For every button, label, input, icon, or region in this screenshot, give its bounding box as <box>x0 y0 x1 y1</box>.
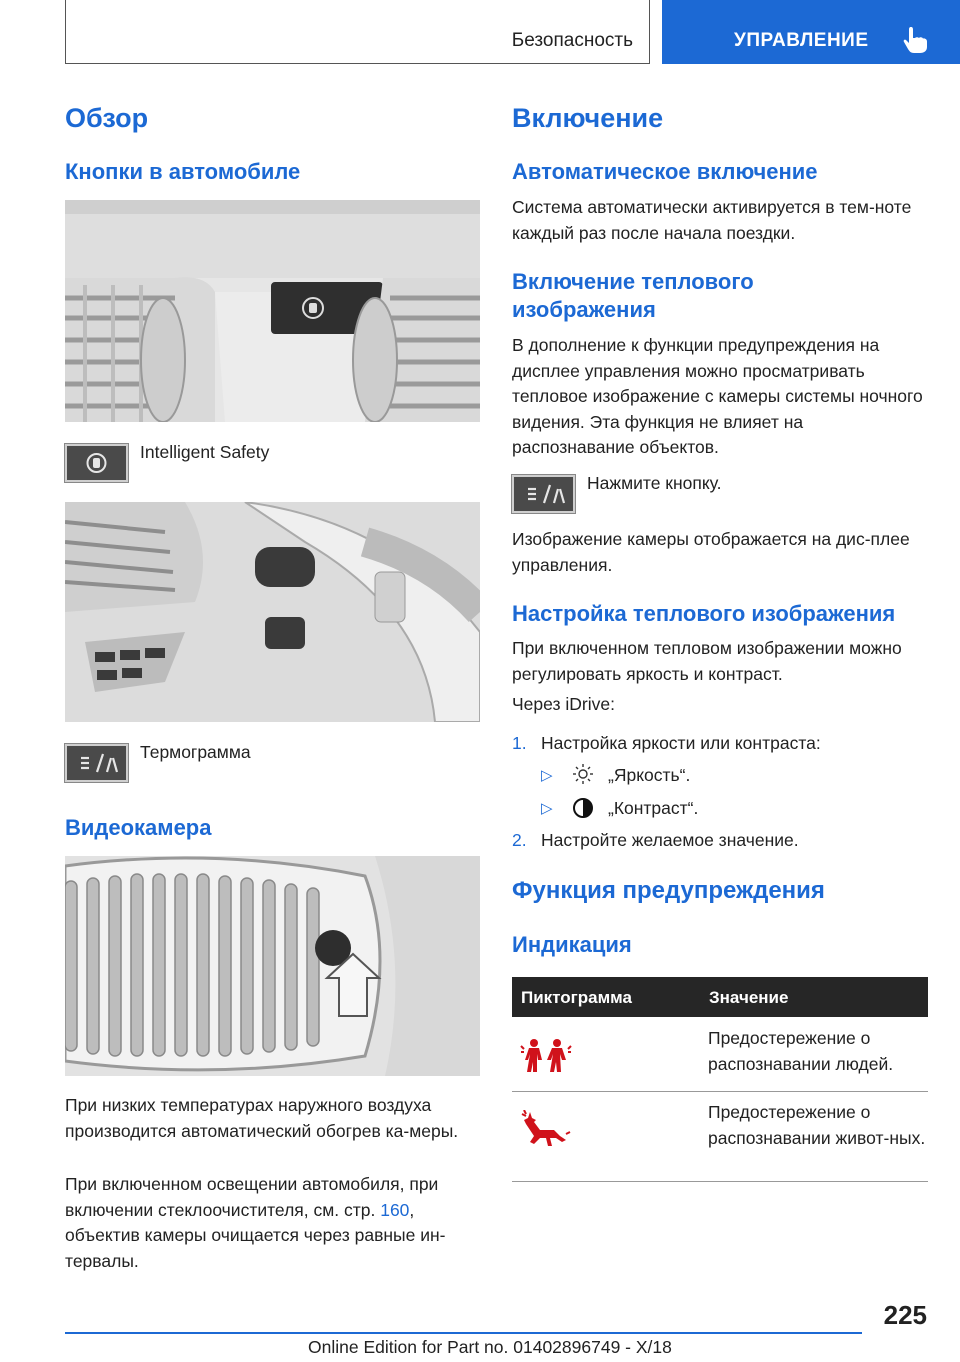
header-section-box <box>65 0 650 64</box>
camera-subtitle: Видеокамера <box>65 815 212 840</box>
header-chapter-tab[interactable] <box>662 0 960 64</box>
footer-divider <box>65 1332 862 1334</box>
thermogram-button-icon-2 <box>512 475 575 513</box>
cleaning-paragraph <box>65 1172 480 1274</box>
header-chapter-title: УПРАВЛЕНИЕ <box>734 30 869 51</box>
thermogram-button-icon <box>65 744 128 782</box>
switch-on-title: Включение <box>512 103 664 133</box>
camera-shown-paragraph: Изображение камеры отображается на дис-плее управления. <box>512 529 910 575</box>
dashboard-button-photo <box>65 200 480 422</box>
buttons-subtitle: Кнопки в автомобиле <box>65 159 301 184</box>
cleaning-text-b: , объектив камеры очищается через равные ин-тервалы. <box>65 1199 446 1271</box>
intelligent-safety-button-icon <box>65 444 128 482</box>
table-col-meaning: Значение <box>709 988 789 1007</box>
animal-warning-icon <box>520 1110 572 1148</box>
heating-paragraph: При низких температурах наружного воздуха производится автоматический обогрев ка-меры. <box>65 1095 459 1141</box>
step-1-number: 1. <box>512 733 527 753</box>
step-2-number: 2. <box>512 830 527 850</box>
pointing-hand-icon <box>902 26 928 54</box>
indication-table-header <box>512 977 928 1017</box>
bullet-brightness: ▷ <box>541 767 553 784</box>
option-brightness[interactable]: „Яркость“. <box>608 765 691 785</box>
intelligent-safety-label: Intelligent Safety <box>140 442 270 462</box>
pedestrians-warning-icon <box>520 1038 572 1074</box>
contrast-icon <box>572 797 594 819</box>
steering-column-photo <box>65 502 480 722</box>
table-row-divider-1 <box>512 1091 928 1092</box>
cleaning-text-a: При включенном освещении автомобиля, при включении стеклоочистителя, см. стр. <box>65 1174 439 1220</box>
thermal-on-paragraph: В дополнение к функции предупреждения на дисплее управления можно просматривать тепловое изображение с камеры системы ночного видения. Эта функция не влияет на распознавание объектов. <box>512 335 923 457</box>
brightness-icon <box>572 763 594 785</box>
page-number: 225 <box>883 1300 927 1330</box>
option-contrast[interactable]: „Контраст“. <box>608 798 699 818</box>
thermal-on-subtitle: Включение теплового изображения <box>512 269 754 322</box>
overview-title: Обзор <box>65 103 149 133</box>
press-button-text: Нажмите кнопку. <box>587 473 722 493</box>
page-160-link[interactable]: 160 <box>380 1199 410 1220</box>
animal-warning-text: Предостережение о распознавании живот-ных. <box>708 1102 926 1148</box>
bullet-contrast: ▷ <box>541 800 553 817</box>
step-1-text: Настройка яркости или контраста: <box>541 733 821 753</box>
thermogram-label: Термограмма <box>140 742 251 762</box>
thermal-cfg-subtitle: Настройка теплового изображения <box>512 601 896 626</box>
table-col-pictogram: Пиктограмма <box>521 988 632 1007</box>
auto-switch-subtitle: Автоматическое включение <box>512 159 818 184</box>
step-2-text: Настройте желаемое значение. <box>541 830 799 850</box>
table-row-divider-2 <box>512 1181 928 1182</box>
people-warning-text: Предостережение о распознавании людей. <box>708 1028 894 1074</box>
auto-switch-paragraph: Система автоматически активируется в тем-ноте каждый раз после начала поездки. <box>512 197 912 243</box>
header-section-title: Безопасность <box>511 30 633 51</box>
via-idrive-text: Через iDrive: <box>512 694 615 714</box>
thermal-cfg-paragraph: При включенном тепловом изображении можно регулировать яркость и контраст. <box>512 638 902 684</box>
indication-subtitle: Индикация <box>512 932 632 957</box>
grille-camera-photo <box>65 856 480 1076</box>
warning-function-title: Функция предупреждения <box>512 877 825 904</box>
edition-footer: Online Edition for Part no. 01402896749 - X/18 <box>308 1337 672 1357</box>
